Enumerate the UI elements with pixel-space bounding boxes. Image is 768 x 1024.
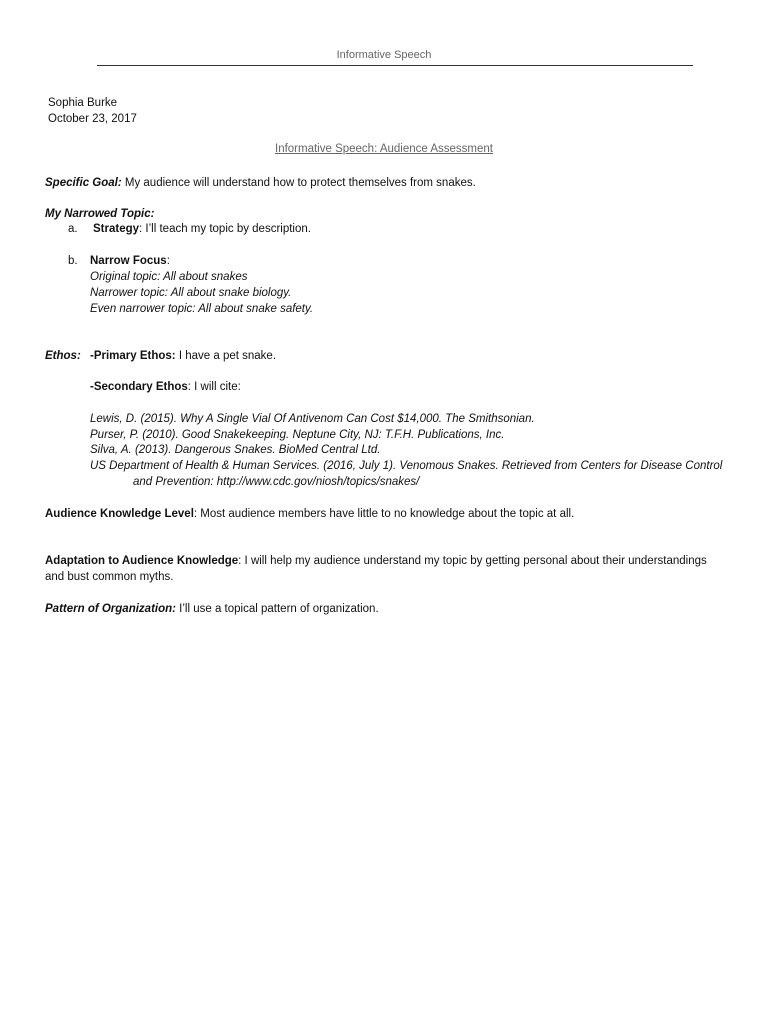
narrow-focus-label: Narrow Focus [90, 255, 167, 267]
strategy-text: : I’ll teach my topic by description. [139, 223, 311, 235]
citation-us-dhhs-continued: and Prevention: http://www.cdc.gov/niosh/topics/snakes/ [133, 476, 420, 488]
even-narrower-topic: Even narrower topic: All about snake safety. [90, 303, 314, 315]
citation-lewis: Lewis, D. (2015). Why A Single Vial Of Antivenom Can Cost $14,000. The Smithsonian. [90, 413, 535, 425]
narrow-focus-marker: b. [68, 255, 78, 267]
document-date: October 23, 2017 [48, 113, 137, 125]
ethos-label: Ethos: [45, 350, 81, 362]
narrowed-topic-heading: My Narrowed Topic: [45, 208, 155, 220]
secondary-ethos-text: : I will cite: [187, 381, 241, 393]
original-topic: Original topic: All about snakes [90, 271, 248, 283]
header-divider [97, 65, 693, 66]
adaptation-text: : I will help my audience understand my topic by getting personal about their understandings and bust common myths. [45, 555, 707, 583]
strategy-marker: a. [68, 223, 78, 235]
specific-goal-text: My audience will understand how to protect themselves from snakes. [121, 177, 476, 189]
citation-purser: Purser, P. (2010). Good Snakekeeping. Neptune City, NJ: T.F.H. Publications, Inc. [90, 429, 505, 441]
citation-us-dhhs: US Department of Health & Human Services. (2016, July 1). Venomous Snakes. Retrieved from Centers for Disease Control [90, 460, 723, 472]
specific-goal-label: Specific Goal: [45, 177, 122, 189]
strategy-label: Strategy [93, 223, 140, 235]
secondary-ethos [90, 379, 241, 395]
knowledge-level-text: : Most audience members have little to no knowledge about the topic at all. [193, 508, 575, 520]
pattern-of-organization [45, 601, 379, 617]
primary-ethos-text: I have a pet snake. [175, 350, 277, 362]
audience-knowledge-level [45, 506, 574, 522]
page-header-title: Informative Speech [336, 49, 432, 61]
knowledge-level-label: Audience Knowledge Level [45, 508, 194, 520]
secondary-ethos-label: -Secondary Ethos [90, 381, 188, 393]
specific-goal [45, 175, 476, 191]
primary-ethos-label: -Primary Ethos: [90, 350, 176, 362]
document-title: Informative Speech: Audience Assessment [275, 143, 493, 155]
strategy-item [93, 221, 311, 237]
citation-silva: Silva, A. (2013). Dangerous Snakes. BioMed Central Ltd. [90, 444, 381, 456]
pattern-label: Pattern of Organization: [45, 603, 176, 615]
narrow-focus-text: : [166, 255, 170, 267]
pattern-text: I’ll use a topical pattern of organization. [175, 603, 379, 615]
primary-ethos [90, 348, 276, 364]
adaptation-label: Adaptation to Audience Knowledge [45, 555, 239, 567]
narrower-topic: Narrower topic: All about snake biology. [90, 287, 292, 299]
adaptation-to-knowledge [45, 553, 720, 585]
author-name: Sophia Burke [48, 97, 118, 109]
narrow-focus-item [90, 253, 170, 269]
